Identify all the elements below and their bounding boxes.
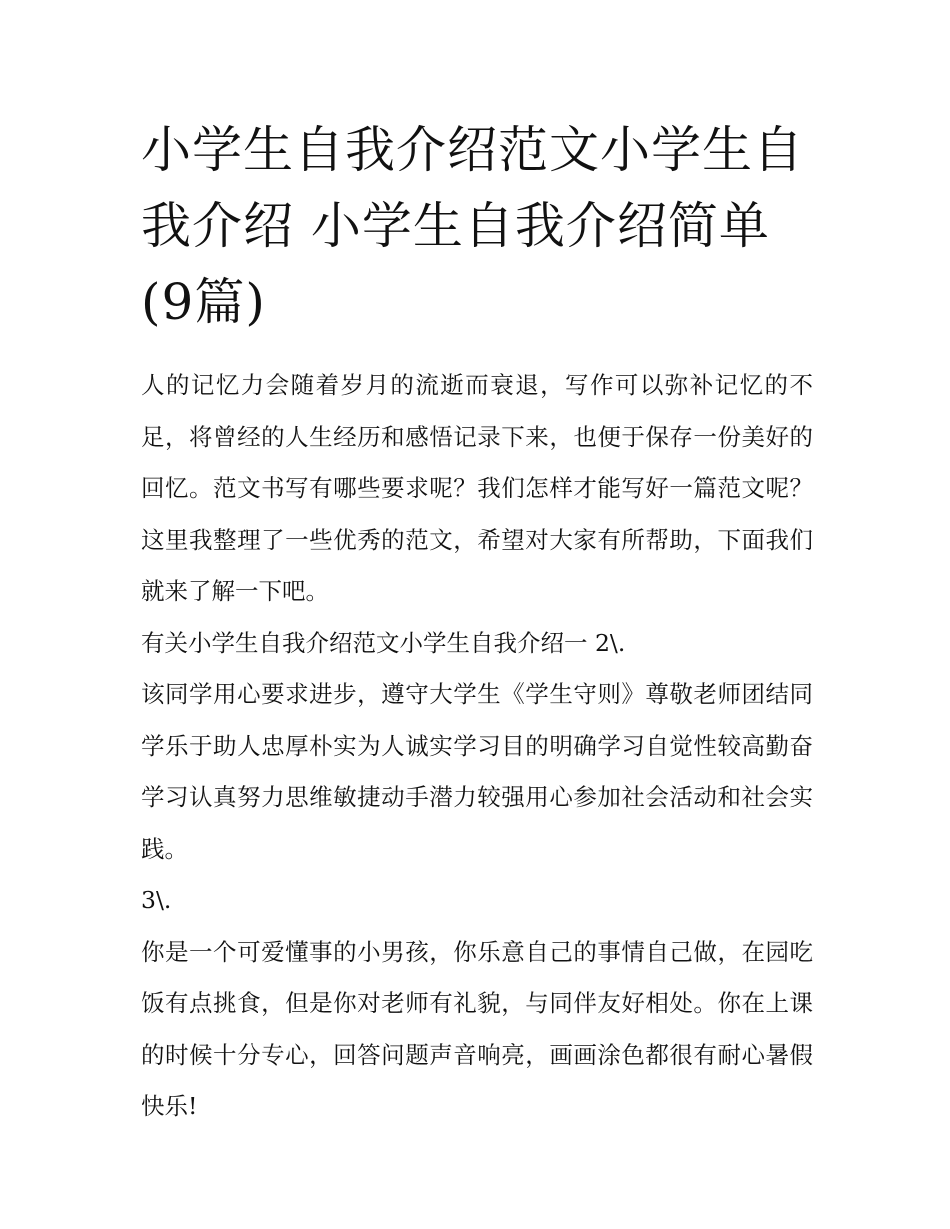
student-comment-paragraph: 该同学用心要求进步，遵守大学生《学生守则》尊敬老师团结同学乐于助人忠厚朴实为人诚实学习目的明确学习自觉性较高勤奋学习认真努力思维敏捷动手潜力较强用心参加社会活动和社会实践。	[141, 680, 813, 863]
document-title: 小学生自我介绍范文小学生自我介绍 小学生自我介绍简单(9篇)	[141, 121, 804, 331]
child-comment-paragraph: 你是一个可爱懂事的小男孩，你乐意自己的事情自己做，在园吃饭有点挑食，但是你对老师有礼貌，与同伴友好相处。你在上课的时候十分专心，回答问题声音响亮，画画涂色都很有耐心暑假快乐!	[141, 937, 813, 1120]
document-page	[141, 112, 813, 1133]
section-heading: 有关小学生自我介绍范文小学生自我介绍一 2\.	[141, 628, 626, 657]
section-number: 3\.	[141, 886, 172, 914]
intro-paragraph: 人的记忆力会随着岁月的流逝而衰退，写作可以弥补记忆的不足，将曾经的人生经历和感悟记录下来，也便于保存一份美好的回忆。范文书写有哪些要求呢？我们怎样才能写好一篇范文呢？这里我整理了一些优秀的范文，希望对大家有所帮助，下面我们就来了解一下吧。	[141, 371, 813, 605]
